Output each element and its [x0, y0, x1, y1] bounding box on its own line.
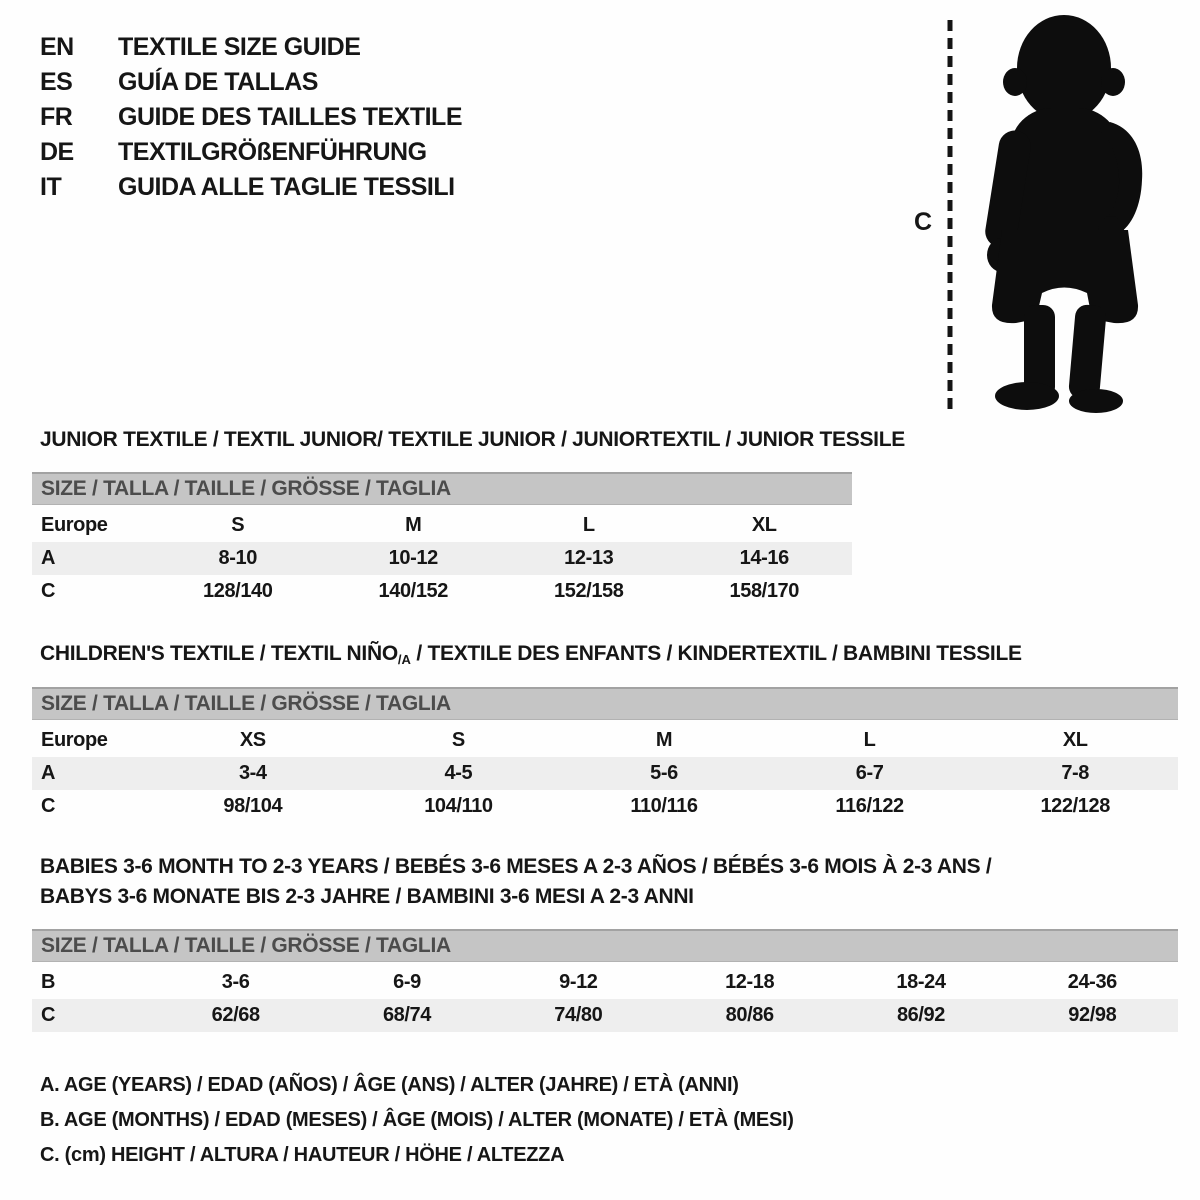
table-row-age [32, 542, 852, 575]
table-row-age [32, 757, 1178, 790]
junior-section [32, 428, 1178, 608]
language-row-de [40, 135, 462, 170]
table-cell: 152/158 [554, 580, 624, 602]
table-cell: S [231, 514, 245, 536]
language-code: FR [40, 103, 73, 131]
guide-title-fr: GUIDE DES TAILLES TEXTILE [118, 103, 463, 131]
row-label: C [41, 1004, 56, 1026]
babies-section-title-line2: BABYS 3-6 MONATE BIS 2-3 JAHRE / BAMBINI 3-6 MESI A 2-3 ANNI [40, 885, 694, 908]
table-cell: 5-6 [650, 762, 678, 784]
language-row-it [40, 170, 462, 205]
height-figure [900, 8, 1200, 428]
legend-line-b: B. AGE (MONTHS) / EDAD (MESES) / ÂGE (MOIS) / ALTER (MONATE) / ETÀ (MESI) [40, 1109, 794, 1131]
table-cell: 104/110 [424, 795, 493, 817]
table-cell: 62/68 [211, 1004, 260, 1026]
table-cell: 18-24 [896, 971, 946, 993]
language-code: EN [40, 33, 74, 61]
table-cell: 74/80 [554, 1004, 603, 1026]
baby-silhouette [900, 8, 1160, 420]
table-cell: 122/128 [1040, 795, 1110, 817]
table-cell: 158/170 [729, 580, 799, 602]
table-row-age-months [32, 966, 1178, 999]
legend-line-a: A. AGE (YEARS) / EDAD (AÑOS) / ÂGE (ANS) / ALTER (JAHRE) / ETÀ (ANNI) [40, 1074, 739, 1096]
table-row-europe [32, 509, 852, 542]
table-row-height [32, 999, 1178, 1032]
table-cell: 12-13 [564, 547, 614, 569]
table-cell: 12-18 [725, 971, 775, 993]
language-code: DE [40, 138, 74, 166]
size-header-bar: SIZE / TALLA / TAILLE / GRÖSSE / TAGLIA [32, 929, 1178, 962]
babies-size-table [32, 929, 1178, 1032]
table-cell: L [863, 729, 876, 751]
language-title-list [40, 30, 462, 205]
guide-title-de: TEXTILGRÖßENFÜHRUNG [118, 138, 427, 166]
size-header-bar: SIZE / TALLA / TAILLE / GRÖSSE / TAGLIA [32, 687, 1178, 720]
size-tables [32, 428, 1178, 1032]
table-cell: 7-8 [1061, 762, 1090, 784]
table-cell: 6-7 [855, 762, 884, 784]
language-row-fr [40, 100, 462, 135]
row-label: Europe [41, 514, 108, 536]
table-row-europe [32, 724, 1178, 757]
children-size-table [32, 687, 1178, 823]
children-section [32, 642, 1178, 823]
guide-title-es: GUÍA DE TALLAS [118, 68, 318, 96]
row-label: C [41, 795, 56, 817]
babies-section-title-line1: BABIES 3-6 MONTH TO 2-3 YEARS / BEBÉS 3-6 MESES A 2-3 AÑOS / BÉBÉS 3-6 MOIS À 2-3 ANS / [40, 855, 992, 878]
guide-title-it: GUIDA ALLE TAGLIE TESSILI [118, 173, 455, 201]
measurement-legend [40, 1068, 794, 1173]
table-row-height [32, 575, 852, 608]
table-cell: 68/74 [382, 1004, 432, 1026]
table-cell: 9-12 [559, 971, 598, 993]
table-cell: 14-16 [739, 547, 789, 569]
table-cell: XL [1062, 729, 1088, 751]
table-cell: 86/92 [896, 1004, 946, 1026]
table-cell: 3-4 [238, 762, 267, 784]
language-code: ES [40, 68, 73, 96]
table-cell: 3-6 [221, 971, 250, 993]
table-cell: 98/104 [223, 795, 283, 817]
table-cell: 6-9 [393, 971, 421, 993]
table-cell: 140/152 [378, 580, 448, 602]
size-header-bar: SIZE / TALLA / TAILLE / GRÖSSE / TAGLIA [32, 472, 852, 505]
legend-line-c: C. (cm) HEIGHT / ALTURA / HAUTEUR / HÖHE / ALTEZZA [40, 1144, 565, 1166]
language-code: IT [40, 173, 62, 201]
junior-size-table [32, 472, 852, 608]
table-cell: 110/116 [630, 795, 698, 817]
table-cell: M [655, 729, 673, 751]
language-row-es [40, 65, 462, 100]
table-cell: M [405, 514, 422, 536]
row-label: C [41, 580, 56, 602]
table-cell: 128/140 [203, 580, 273, 602]
children-title-main: CHILDREN'S TEXTILE / TEXTIL NIÑO [40, 642, 398, 665]
children-title-subscript: /A [397, 652, 411, 667]
table-row-height [32, 790, 1178, 823]
row-label: A [41, 762, 56, 784]
table-cell: L [582, 514, 595, 536]
table-cell: 10-12 [388, 547, 438, 569]
table-cell: 80/86 [725, 1004, 774, 1026]
table-cell: XL [751, 514, 777, 536]
children-section-title [40, 642, 1178, 667]
row-label: A [41, 547, 56, 569]
children-title-rest: / TEXTILE DES ENFANTS / KINDERTEXTIL / BAMBINI TESSILE [410, 642, 1022, 665]
row-label: Europe [41, 729, 108, 751]
table-cell: 92/98 [1068, 1004, 1117, 1026]
row-label: B [41, 971, 56, 993]
table-cell: 116/122 [835, 795, 904, 817]
babies-section [32, 855, 1178, 1032]
height-measure-label: C [914, 208, 933, 236]
table-cell: XS [239, 729, 266, 751]
table-cell: 24-36 [1067, 971, 1117, 993]
table-cell: 8-10 [218, 547, 257, 569]
table-cell: 4-5 [444, 762, 473, 784]
guide-title-en: TEXTILE SIZE GUIDE [118, 33, 361, 61]
junior-section-title: JUNIOR TEXTILE / TEXTIL JUNIOR/ TEXTILE JUNIOR / JUNIORTEXTIL / JUNIOR TESSILE [40, 428, 905, 451]
language-row-en [40, 30, 462, 65]
table-cell: S [451, 729, 465, 751]
